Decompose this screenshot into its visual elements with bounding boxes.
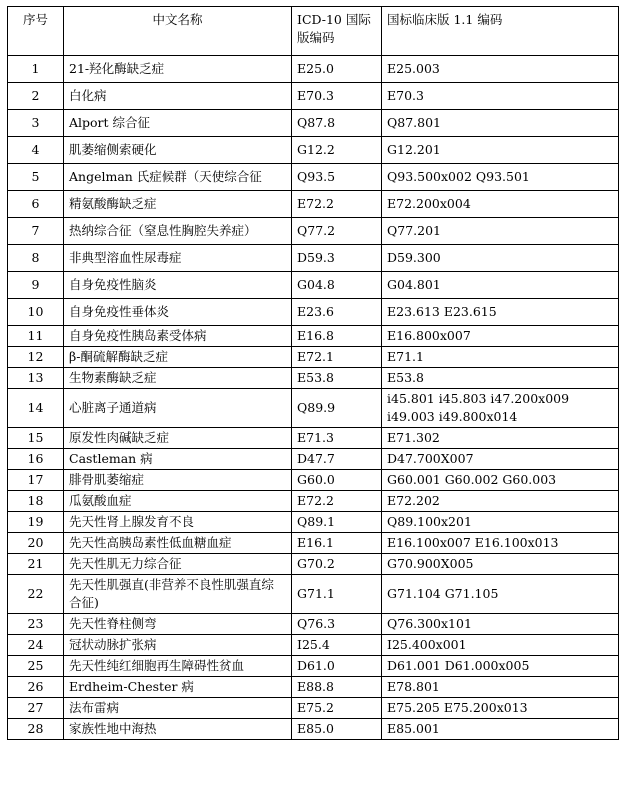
cell-national-clinical-code: E16.100x007 E16.100x013 [382,533,619,554]
cell-chinese-name: 先天性纯红细胞再生障碍性贫血 [64,656,292,677]
cell-national-clinical-code: E72.202 [382,491,619,512]
cell-chinese-name: 家族性地中海热 [64,719,292,740]
cell-icd10-code: Q89.1 [292,512,382,533]
table-row [8,164,619,191]
cell-chinese-name: 先天性高胰岛素性低血糖血症 [64,533,292,554]
cell-serial-number: 3 [8,110,64,137]
cell-serial-number: 25 [8,656,64,677]
rare-disease-code-table [7,6,619,740]
table-row [8,698,619,719]
cell-chinese-name: 心脏离子通道病 [64,389,292,428]
table-row [8,677,619,698]
table-body [8,56,619,740]
cell-icd10-code: E25.0 [292,56,382,83]
cell-serial-number: 10 [8,299,64,326]
cell-national-clinical-code: D61.001 D61.000x005 [382,656,619,677]
cell-chinese-name: β-酮硫解酶缺乏症 [64,347,292,368]
table-row [8,719,619,740]
cell-national-clinical-code: i45.801 i45.803 i47.200x009 i49.003 i49.800x014 [382,389,619,428]
cell-icd10-code: E71.3 [292,428,382,449]
cell-national-clinical-code: E70.3 [382,83,619,110]
table-row [8,245,619,272]
cell-chinese-name: 白化病 [64,83,292,110]
cell-icd10-code: I25.4 [292,635,382,656]
cell-serial-number: 19 [8,512,64,533]
cell-icd10-code: E53.8 [292,368,382,389]
cell-national-clinical-code: G71.104 G71.105 [382,575,619,614]
cell-chinese-name: 冠状动脉扩张病 [64,635,292,656]
cell-serial-number: 15 [8,428,64,449]
table-row [8,83,619,110]
cell-chinese-name: 自身免疫性胰岛素受体病 [64,326,292,347]
cell-icd10-code: G60.0 [292,470,382,491]
table-row [8,389,619,428]
cell-serial-number: 28 [8,719,64,740]
cell-national-clinical-code: E71.1 [382,347,619,368]
cell-icd10-code: E16.1 [292,533,382,554]
cell-national-clinical-code: E23.613 E23.615 [382,299,619,326]
cell-serial-number: 18 [8,491,64,512]
cell-national-clinical-code: D47.700X007 [382,449,619,470]
cell-national-clinical-code: E78.801 [382,677,619,698]
cell-serial-number: 2 [8,83,64,110]
cell-national-clinical-code: G70.900X005 [382,554,619,575]
header-icd10-code: ICD-10 国际版编码 [292,7,382,56]
cell-icd10-code: G04.8 [292,272,382,299]
cell-national-clinical-code: E85.001 [382,719,619,740]
cell-icd10-code: E72.2 [292,191,382,218]
cell-icd10-code: E23.6 [292,299,382,326]
cell-serial-number: 5 [8,164,64,191]
table-row [8,533,619,554]
cell-national-clinical-code: E16.800x007 [382,326,619,347]
cell-chinese-name: Castleman 病 [64,449,292,470]
cell-chinese-name: 自身免疫性脑炎 [64,272,292,299]
cell-national-clinical-code: G04.801 [382,272,619,299]
cell-icd10-code: E16.8 [292,326,382,347]
table-row [8,191,619,218]
table-row [8,326,619,347]
cell-chinese-name: 腓骨肌萎缩症 [64,470,292,491]
cell-chinese-name: 精氨酸酶缺乏症 [64,191,292,218]
table-row [8,368,619,389]
cell-icd10-code: E75.2 [292,698,382,719]
cell-icd10-code: D61.0 [292,656,382,677]
cell-icd10-code: Q76.3 [292,614,382,635]
cell-icd10-code: E72.2 [292,491,382,512]
cell-national-clinical-code: Q89.100x201 [382,512,619,533]
cell-national-clinical-code: E72.200x004 [382,191,619,218]
cell-icd10-code: Q93.5 [292,164,382,191]
cell-icd10-code: G70.2 [292,554,382,575]
cell-national-clinical-code: G60.001 G60.002 G60.003 [382,470,619,491]
cell-icd10-code: Q89.9 [292,389,382,428]
table-row [8,614,619,635]
header-national-clinical-code: 国标临床版 1.1 编码 [382,7,619,56]
header-chinese-name: 中文名称 [64,7,292,56]
table-row [8,110,619,137]
cell-chinese-name: 21-羟化酶缺乏症 [64,56,292,83]
cell-icd10-code: E85.0 [292,719,382,740]
table-row [8,347,619,368]
table-row [8,470,619,491]
cell-serial-number: 14 [8,389,64,428]
cell-national-clinical-code: Q93.500x002 Q93.501 [382,164,619,191]
table-row [8,554,619,575]
cell-serial-number: 6 [8,191,64,218]
table-row [8,449,619,470]
cell-icd10-code: E72.1 [292,347,382,368]
cell-national-clinical-code: D59.300 [382,245,619,272]
cell-national-clinical-code: E71.302 [382,428,619,449]
cell-chinese-name: 瓜氨酸血症 [64,491,292,512]
cell-serial-number: 20 [8,533,64,554]
cell-national-clinical-code: G12.201 [382,137,619,164]
cell-serial-number: 17 [8,470,64,491]
cell-serial-number: 1 [8,56,64,83]
cell-chinese-name: 生物素酶缺乏症 [64,368,292,389]
cell-serial-number: 27 [8,698,64,719]
cell-icd10-code: G71.1 [292,575,382,614]
cell-chinese-name: 先天性脊柱侧弯 [64,614,292,635]
cell-serial-number: 23 [8,614,64,635]
cell-chinese-name: 先天性肌无力综合征 [64,554,292,575]
cell-serial-number: 8 [8,245,64,272]
table-row [8,218,619,245]
table-row [8,575,619,614]
cell-serial-number: 7 [8,218,64,245]
cell-chinese-name: Erdheim-Chester 病 [64,677,292,698]
cell-chinese-name: 肌萎缩侧索硬化 [64,137,292,164]
table-row [8,299,619,326]
cell-serial-number: 24 [8,635,64,656]
cell-serial-number: 4 [8,137,64,164]
cell-serial-number: 22 [8,575,64,614]
cell-chinese-name: 热纳综合征（窒息性胸腔失养症） [64,218,292,245]
cell-national-clinical-code: Q77.201 [382,218,619,245]
cell-icd10-code: E70.3 [292,83,382,110]
cell-chinese-name: 法布雷病 [64,698,292,719]
cell-serial-number: 12 [8,347,64,368]
table-row [8,428,619,449]
cell-serial-number: 21 [8,554,64,575]
table-row [8,512,619,533]
cell-icd10-code: D47.7 [292,449,382,470]
cell-serial-number: 26 [8,677,64,698]
cell-serial-number: 11 [8,326,64,347]
cell-national-clinical-code: E25.003 [382,56,619,83]
table-row [8,656,619,677]
cell-chinese-name: 自身免疫性垂体炎 [64,299,292,326]
cell-national-clinical-code: Q76.300x101 [382,614,619,635]
header-serial-number: 序号 [8,7,64,56]
cell-chinese-name: 先天性肌强直(非营养不良性肌强直综合征) [64,575,292,614]
cell-serial-number: 16 [8,449,64,470]
cell-national-clinical-code: E75.205 E75.200x013 [382,698,619,719]
cell-chinese-name: Alport 综合征 [64,110,292,137]
cell-chinese-name: 先天性肾上腺发育不良 [64,512,292,533]
cell-icd10-code: Q87.8 [292,110,382,137]
cell-icd10-code: E88.8 [292,677,382,698]
cell-national-clinical-code: I25.400x001 [382,635,619,656]
table-header-row [8,7,619,56]
cell-serial-number: 13 [8,368,64,389]
cell-chinese-name: Angelman 氏症候群（天使综合征 [64,164,292,191]
table-row [8,137,619,164]
cell-serial-number: 9 [8,272,64,299]
cell-chinese-name: 非典型溶血性尿毒症 [64,245,292,272]
table-row [8,56,619,83]
cell-national-clinical-code: Q87.801 [382,110,619,137]
table-row [8,272,619,299]
cell-icd10-code: D59.3 [292,245,382,272]
cell-icd10-code: Q77.2 [292,218,382,245]
cell-icd10-code: G12.2 [292,137,382,164]
table-row [8,635,619,656]
table-row [8,491,619,512]
cell-national-clinical-code: E53.8 [382,368,619,389]
cell-chinese-name: 原发性肉碱缺乏症 [64,428,292,449]
